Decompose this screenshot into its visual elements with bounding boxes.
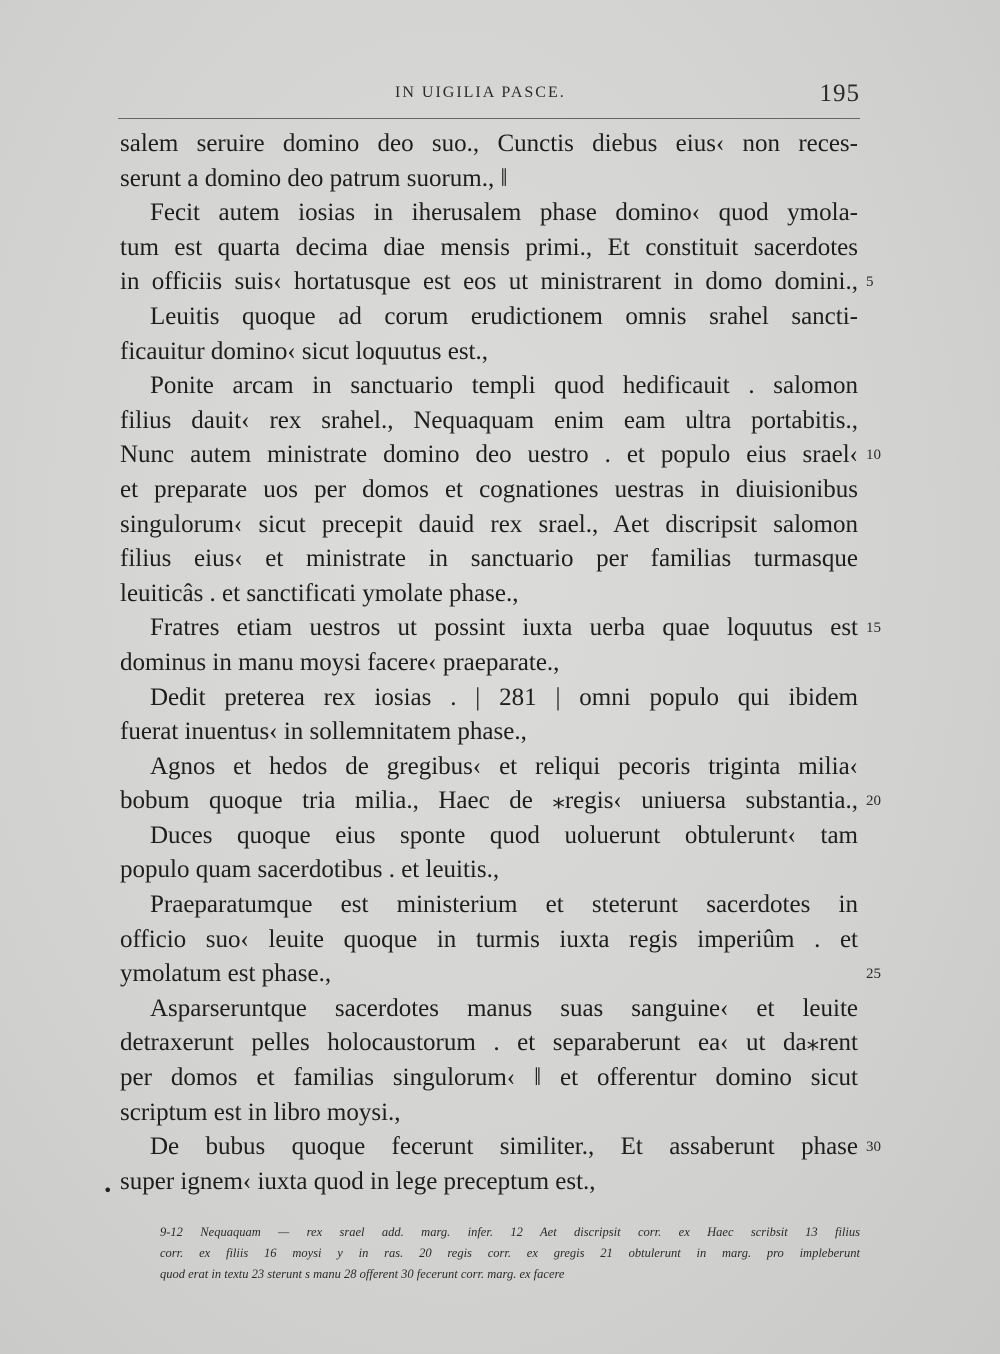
line-number: 15 [866,620,881,636]
text-line: De bubus quoque fecerunt similiter., Et assaberunt phase [150,1133,858,1161]
text-line: Ponite arcam in sanctuario templi quod hedificauit . salomon [150,372,858,400]
text-line: detraxerunt pelles holocaustorum . et separaberunt ea‹ ut da⁎rent [120,1029,858,1057]
text-line: Praeparatumque est ministerium et steterunt sacerdotes in [150,891,858,919]
text-line: dominus in manu moysi facere‹ praeparate., [120,648,560,676]
text-line: Nunc autem ministrate domino deo uestro . et populo eius srael‹ [120,441,858,469]
text-line: Dedit preterea rex iosias . | 281 | omni populo qui ibidem [150,683,858,711]
text-line: et preparate uos per domos et cognationes uestras in diuisionibus [120,475,858,503]
line-number: 20 [866,793,881,809]
text-line: ficauitur domino‹ sicut loquutus est., [120,337,489,365]
text-line: filius dauit‹ rex srahel., Nequaquam enim eam ultra portabitis., [120,406,858,434]
critical-apparatus [160,1222,860,1285]
text-line: leuiticâs . et sanctificati ymolate phase., [120,579,519,607]
line-number: 10 [866,447,881,463]
line-number: 30 [866,1139,881,1155]
text-line: scriptum est in libro moysi., [120,1098,401,1126]
text-line: populo quam sacerdotibus . et leuitis., [120,856,500,884]
footnote-line: quod erat in textu 23 sterunt s manu 28 offerent 30 fecerunt corr. marg. ex facere [160,1267,565,1281]
text-line: in officiis suis‹ hortatusque est eos ut ministrarent in domo domini., [120,268,858,296]
text-line: salem seruire domino deo suo., Cunctis diebus eius‹ non reces- [120,130,858,157]
running-head [120,80,860,114]
text-line: Asparseruntque sacerdotes manus suas sanguine‹ et leuite [150,994,858,1022]
header-rule [118,118,860,119]
page-number: 195 [819,80,860,107]
text-line: filius eius‹ et ministrate in sanctuario per familias turmasque [120,545,858,573]
main-text [120,127,858,1199]
text-line: super ignem‹ iuxta quod in lege preceptum est., [120,1167,596,1195]
text-line: singulorum‹ sicut precepit dauid rex srael., Aet discripsit salomon [120,510,858,538]
text-line: Fecit autem iosias in iherusalem phase domino‹ quod ymola- [150,199,858,227]
text-line: ymolatum est phase., [120,960,332,988]
text-line: bobum quoque tria milia., Haec de ⁎regis‹ uniuersa substantia., [120,787,858,815]
text-line: Duces quoque eius sponte quod uoluerunt obtulerunt‹ tam [150,821,858,849]
margin-mark: • [103,1181,113,1200]
running-title: IN UIGILIA PASCE. [395,84,566,101]
line-number: 25 [866,966,881,982]
footnote-line: 9-12 Nequaquam — rex srael add. marg. infer. 12 Aet discripsit corr. ex Haec scribsit 13 filius [160,1225,860,1239]
text-line: Leuitis quoque ad corum erudictionem omnis srahel sancti- [150,302,858,330]
text-line: officio suo‹ leuite quoque in turmis iuxta regis imperiûm . et [120,925,858,953]
footnote-line: corr. ex filiis 16 moysi y in ras. 20 regis corr. ex gregis 21 obtulerunt in marg. pro impleberunt [160,1246,860,1260]
line-number: 5 [866,274,874,290]
text-line: per domos et familias singulorum‹ ‖ et offerentur domino sicut [120,1064,858,1092]
text-line: Agnos et hedos de gregibus‹ et reliqui pecoris triginta milia‹ [150,752,858,780]
text-line: tum est quarta decima diae mensis primi., Et constituit sacerdotes [120,233,858,261]
text-line: Fratres etiam uestros ut possint iuxta uerba quae loquutus est [150,614,858,642]
text-line: fuerat inuentus‹ in sollemnitatem phase., [120,718,527,746]
text-line: serunt a domino deo patrum suorum., ‖ [120,164,508,192]
